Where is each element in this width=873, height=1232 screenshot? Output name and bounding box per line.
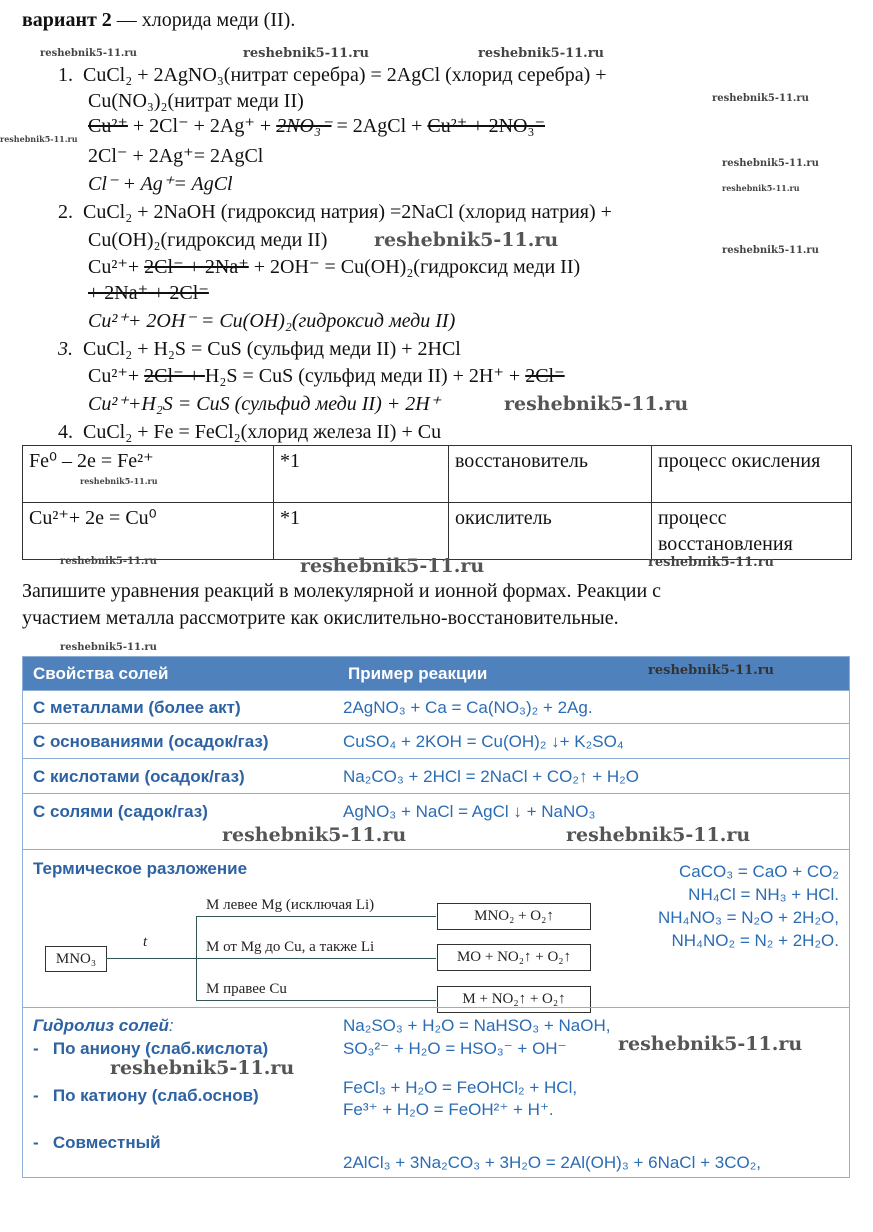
dash: -	[33, 1086, 39, 1105]
num: 3.	[58, 338, 73, 360]
r2-line2: Cu(OH)₂(гидроксид меди II)	[88, 229, 328, 251]
eq: CuCl₂ + 2AgNO₃(нитрат серебра) = 2AgCl (хлорид серебра) +	[83, 64, 607, 86]
thermal-decomposition-row	[23, 849, 849, 1007]
cell: процесс восстановления	[652, 503, 852, 560]
struck: 2Cl⁻ + 2Na⁺	[144, 256, 249, 278]
r3-line3: Cu²⁺+H₂S = CuS (сульфид меди II) + 2H⁺	[88, 393, 441, 415]
watermark: reshebnik5-11.ru	[504, 393, 689, 415]
cell: окислитель	[449, 503, 652, 560]
equation: NH₄Cl = NH₃ + HCl.	[688, 885, 839, 904]
header-example: Пример реакции	[348, 664, 488, 683]
watermark: reshebnik5-11.ru	[60, 556, 157, 567]
property: С кислотами (осадок/газ)	[33, 767, 245, 786]
example: 2AgNO₃ + Ca = Ca(NO₃)₂ + 2Ag.	[343, 698, 593, 717]
r2-line3	[88, 255, 580, 279]
product-box: MNO₂ + O₂↑	[437, 903, 591, 930]
equation: CaCO₃ = CaO + CO₂	[679, 862, 839, 881]
title: Гидролиз солей	[33, 1016, 169, 1035]
struck: Cu²⁺	[88, 115, 128, 137]
table-row	[23, 446, 852, 503]
watermark: reshebnik5-11.ru	[374, 229, 559, 251]
cell: *1	[274, 446, 449, 503]
table-row	[23, 723, 849, 758]
arrow	[196, 916, 436, 917]
instruction-1: Запишите уравнения реакций в молекулярной и ионной формах. Реакции с	[22, 580, 662, 602]
property: С металлами (более акт)	[33, 698, 241, 717]
r3-line2	[88, 364, 565, 388]
r2-line1	[58, 200, 612, 224]
title-bold: вариант 2	[22, 9, 112, 31]
list-item	[33, 1086, 259, 1106]
equation: Na₂SO₃ + H₂O = NaHSO₃ + NaOH,	[343, 1016, 611, 1035]
r1-line5: Cl⁻ + Ag⁺= AgCl	[88, 173, 233, 195]
colon: :	[168, 1016, 174, 1035]
watermark: reshebnik5-11.ru	[648, 555, 775, 570]
branch-label: М от Mg до Cu, а также Li	[206, 939, 375, 955]
equation: NH₄NO₃ = N₂O + 2H₂O,	[657, 908, 839, 927]
table-row	[23, 758, 849, 793]
label: Совместный	[52, 1133, 161, 1152]
arrow	[196, 958, 436, 959]
dash: -	[33, 1039, 39, 1058]
r1-line3	[88, 114, 545, 138]
property: С солями (садок/газ)	[33, 802, 208, 821]
hydrolysis-title	[33, 1016, 174, 1036]
branch-label: М левее Mg (исключая Li)	[206, 897, 375, 913]
watermark: reshebnik5-11.ru	[618, 1033, 803, 1055]
r2-line5: Cu²⁺+ 2OH⁻ = Cu(OH)₂(гидроксид меди II)	[88, 310, 456, 332]
header-properties: Свойства солей	[33, 664, 169, 683]
watermark: reshebnik5-11.ru	[0, 134, 78, 144]
example: Na₂CO₃ + 2HCl = 2NaCl + CO₂↑ + H₂O	[343, 767, 639, 786]
dash: -	[33, 1133, 39, 1152]
label: По аниону (слаб.кислота)	[52, 1039, 269, 1058]
r4-line1	[58, 420, 441, 444]
equation: SO₃²⁻ + H₂O = HSO₃⁻ + OH⁻	[343, 1039, 567, 1058]
struck: 2Cl⁻ +	[144, 365, 205, 387]
watermark: reshebnik5-11.ru	[300, 555, 485, 577]
example: CuSO₄ + 2KOH = Cu(OH)₂ ↓+ K₂SO₄	[343, 732, 624, 751]
table-row	[23, 503, 852, 560]
num: 2.	[58, 201, 73, 223]
watermark: reshebnik5-11.ru	[478, 46, 605, 61]
eq: + 2OH⁻ = Cu(OH)₂(гидроксид меди II)	[248, 256, 581, 278]
table-row	[23, 690, 849, 723]
watermark: reshebnik5-11.ru	[222, 824, 407, 846]
eq: Cu²⁺+	[88, 256, 145, 278]
eq: = 2AgCl +	[331, 115, 428, 137]
eq: H₂S = CuS (сульфид меди II) + 2H⁺ +	[204, 365, 526, 387]
struck: Cu²⁺ + 2NO₃⁻	[427, 115, 545, 137]
cell: восстановитель	[449, 446, 652, 503]
instruction-2: участием металла рассмотрите как окислительно-восстановительные.	[22, 607, 619, 629]
watermark: reshebnik5-11.ru	[722, 183, 800, 193]
eq: + 2Cl⁻ + 2Ag⁺ +	[127, 115, 277, 137]
cell: *1	[274, 503, 449, 560]
watermark: reshebnik5-11.ru	[40, 48, 137, 59]
title-rest: — хлорида меди (II).	[111, 9, 296, 31]
product-box: M + NO₂↑ + O₂↑	[437, 986, 591, 1013]
thermal-title: Термическое разложение	[33, 859, 248, 878]
eq: CuCl₂ + 2NaOH (гидроксид натрия) =2NaCl (хлорид натрия) +	[83, 201, 612, 223]
struck: 2NO₃⁻	[276, 115, 332, 137]
r3-line1	[58, 337, 461, 361]
eq: Cu²⁺+	[88, 365, 145, 387]
watermark: reshebnik5-11.ru	[60, 642, 157, 653]
num: 1.	[58, 64, 73, 86]
struck: 2Cl⁻	[525, 365, 565, 387]
watermark: reshebnik5-11.ru	[722, 245, 819, 256]
watermark: reshebnik5-11.ru	[566, 824, 751, 846]
watermark: reshebnik5-11.ru	[712, 93, 809, 104]
temperature-label: t	[143, 934, 148, 950]
watermark: reshebnik5-11.ru	[722, 158, 819, 169]
r1-line2: Cu(NO₃)₂(нитрат меди II)	[88, 90, 304, 112]
example: AgNO₃ + NaCl = AgCl ↓ + NaNO₃	[343, 802, 596, 821]
eq: CuCl₂ + Fe = FeCl₂(хлорид железа II) + Cu	[83, 421, 442, 443]
list-item	[33, 1133, 161, 1153]
equation: NH₄NO₂ = N₂ + 2H₂O.	[671, 931, 839, 950]
equation: 2AlCl₃ + 3Na₂CO₃ + 3H₂O = 2Al(OH)₃ + 6NaCl + 3CO₂,	[343, 1153, 762, 1172]
cell: Fe⁰ – 2e = Fe²⁺	[23, 446, 274, 503]
r1-line4: 2Cl⁻ + 2Ag⁺= 2AgCl	[88, 145, 264, 167]
variant-title	[22, 8, 295, 32]
num: 4.	[58, 421, 73, 443]
r2-line4: + 2Na⁺ + 2Cl⁻	[88, 282, 209, 304]
branch-label: М правее Cu	[206, 981, 287, 997]
cell: процесс окисления	[652, 446, 852, 503]
redox-table	[22, 445, 852, 560]
product-box: MO + NO₂↑ + O₂↑	[437, 944, 591, 971]
watermark: reshebnik5-11.ru	[648, 663, 775, 678]
arrow	[196, 1000, 436, 1001]
mno3-box: MNO₃	[45, 946, 107, 972]
watermark: reshebnik5-11.ru	[110, 1057, 295, 1079]
r1-line1	[58, 63, 607, 87]
salts-properties-table	[22, 656, 850, 1178]
equation: FeCl₃ + H₂O = FeOHCl₂ + HCl,	[343, 1078, 578, 1097]
watermark: reshebnik5-11.ru	[80, 476, 158, 486]
watermark: reshebnik5-11.ru	[243, 46, 370, 61]
label: По катиону (слаб.основ)	[52, 1086, 259, 1105]
equation: Fe³⁺ + H₂O = FeOH²⁺ + H⁺.	[343, 1100, 554, 1119]
cell: Cu²⁺+ 2e = Cu⁰	[23, 503, 274, 560]
eq: CuCl₂ + H₂S = CuS (сульфид меди II) + 2HCl	[83, 338, 461, 360]
property: С основаниями (осадок/газ)	[33, 732, 269, 751]
line	[106, 958, 196, 959]
list-item	[33, 1039, 268, 1059]
thermal-equations	[658, 860, 839, 952]
